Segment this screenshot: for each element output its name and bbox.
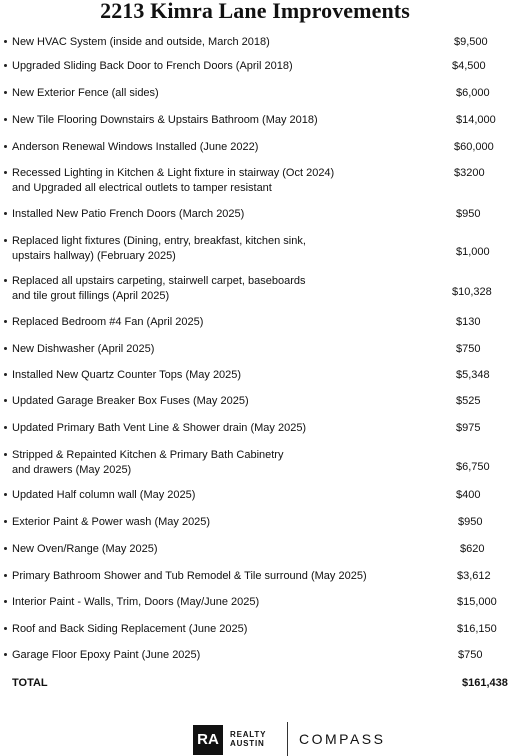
total-amount: $161,438 (462, 677, 508, 689)
item-description-line: New HVAC System (inside and outside, March 2018) (12, 36, 270, 48)
item-description (12, 234, 442, 264)
item-description (12, 368, 442, 383)
item-description-line: Roof and Back Siding Replacement (June 2025) (12, 623, 248, 635)
item-amount: $950 (458, 516, 483, 528)
bullet-icon (4, 64, 7, 67)
item-description (12, 488, 442, 503)
item-description-line: Updated Primary Bath Vent Line & Shower drain (May 2025) (12, 422, 307, 434)
item-description-line: Anderson Renewal Windows Installed (June 2022) (12, 141, 259, 153)
item-amount: $620 (460, 543, 485, 555)
item-description (12, 595, 442, 610)
bullet-icon (4, 40, 7, 43)
item-description-line: Installed New Quartz Counter Tops (May 2025) (12, 369, 242, 381)
item-description (12, 542, 442, 557)
item-description-line: Stripped & Repainted Kitchen & Primary Bath Cabinetry (12, 449, 284, 461)
item-amount: $10,328 (452, 286, 492, 298)
item-description (12, 394, 442, 409)
item-description-line: Updated Garage Breaker Box Fuses (May 2025) (12, 395, 249, 407)
item-description (12, 166, 442, 196)
item-description (12, 448, 442, 478)
bullet-icon (4, 600, 7, 603)
item-amount: $16,150 (457, 623, 497, 635)
item-description (12, 140, 442, 155)
item-description-line: Replaced light fixtures (Dining, entry, breakfast, kitchen sink, (12, 235, 306, 247)
bullet-icon (4, 91, 7, 94)
item-description (12, 113, 442, 128)
realty-austin-line2: AUSTIN (230, 739, 265, 748)
bullet-icon (4, 653, 7, 656)
bullet-icon (4, 347, 7, 350)
item-amount: $1,000 (456, 246, 490, 258)
item-description-line: and Upgraded all electrical outlets to tamper resistant (12, 182, 272, 194)
item-amount: $975 (456, 422, 481, 434)
item-amount: $6,000 (456, 87, 490, 99)
item-amount: $60,000 (454, 141, 494, 153)
item-amount: $750 (456, 343, 481, 355)
bullet-icon (4, 493, 7, 496)
item-description (12, 648, 442, 663)
bullet-icon (4, 627, 7, 630)
logo-divider (287, 722, 288, 756)
bullet-icon (4, 373, 7, 376)
item-amount: $525 (456, 395, 481, 407)
item-description (12, 421, 442, 436)
item-description-line: Recessed Lighting in Kitchen & Light fixture in stairway (Oct 2024) (12, 167, 335, 179)
item-description-line: Upgraded Sliding Back Door to French Doors (April 2018) (12, 60, 293, 72)
item-description (12, 274, 442, 304)
item-amount: $3200 (454, 167, 485, 179)
item-description-line: Interior Paint - Walls, Trim, Doors (May/June 2025) (12, 596, 260, 608)
item-amount: $3,612 (457, 570, 491, 582)
item-amount: $4,500 (452, 60, 486, 72)
item-description (12, 59, 442, 74)
item-amount: $750 (458, 649, 483, 661)
bullet-icon (4, 574, 7, 577)
item-description (12, 35, 442, 50)
item-amount: $130 (456, 316, 481, 328)
item-amount: $6,750 (456, 461, 490, 473)
item-description-line: New Dishwasher (April 2025) (12, 343, 155, 355)
item-description (12, 515, 442, 530)
realty-austin-logo: RA (193, 725, 223, 755)
total-label: TOTAL (12, 677, 48, 689)
item-description-line: New Tile Flooring Downstairs & Upstairs Bathroom (May 2018) (12, 114, 318, 126)
item-amount: $9,500 (454, 36, 488, 48)
item-description (12, 342, 442, 357)
item-description-line: Exterior Paint & Power wash (May 2025) (12, 516, 211, 528)
item-description (12, 622, 442, 637)
bullet-icon (4, 320, 7, 323)
realty-austin-wordmark (230, 730, 266, 748)
brokerage-logo (193, 722, 393, 756)
item-description (12, 569, 442, 584)
item-amount: $5,348 (456, 369, 490, 381)
item-description-line: New Oven/Range (May 2025) (12, 543, 158, 555)
item-description-line: upstairs hallway) (February 2025) (12, 250, 176, 262)
bullet-icon (4, 171, 7, 174)
bullet-icon (4, 212, 7, 215)
bullet-icon (4, 520, 7, 523)
item-description (12, 315, 442, 330)
bullet-icon (4, 239, 7, 242)
item-description-line: Replaced Bedroom #4 Fan (April 2025) (12, 316, 204, 328)
item-description (12, 86, 442, 101)
item-amount: $14,000 (456, 114, 496, 126)
bullet-icon (4, 453, 7, 456)
compass-logo: COMPASS (299, 731, 386, 747)
item-description-line: New Exterior Fence (all sides) (12, 87, 159, 99)
item-amount: $950 (456, 208, 481, 220)
item-description-line: and tile grout fillings (April 2025) (12, 290, 170, 302)
bullet-icon (4, 399, 7, 402)
bullet-icon (4, 145, 7, 148)
item-description-line: Updated Half column wall (May 2025) (12, 489, 196, 501)
bullet-icon (4, 547, 7, 550)
item-description (12, 207, 442, 222)
item-description-line: Replaced all upstairs carpeting, stairwell carpet, baseboards (12, 275, 306, 287)
item-description-line: and drawers (May 2025) (12, 464, 132, 476)
page-title: 2213 Kimra Lane Improvements (100, 0, 410, 23)
bullet-icon (4, 426, 7, 429)
item-amount: $15,000 (457, 596, 497, 608)
item-description-line: Garage Floor Epoxy Paint (June 2025) (12, 649, 201, 661)
item-amount: $400 (456, 489, 481, 501)
bullet-icon (4, 118, 7, 121)
realty-austin-line1: REALTY (230, 730, 267, 739)
bullet-icon (4, 279, 7, 282)
item-description-line: Primary Bathroom Shower and Tub Remodel & Tile surround (May 2025) (12, 570, 367, 582)
item-description-line: Installed New Patio French Doors (March 2025) (12, 208, 245, 220)
